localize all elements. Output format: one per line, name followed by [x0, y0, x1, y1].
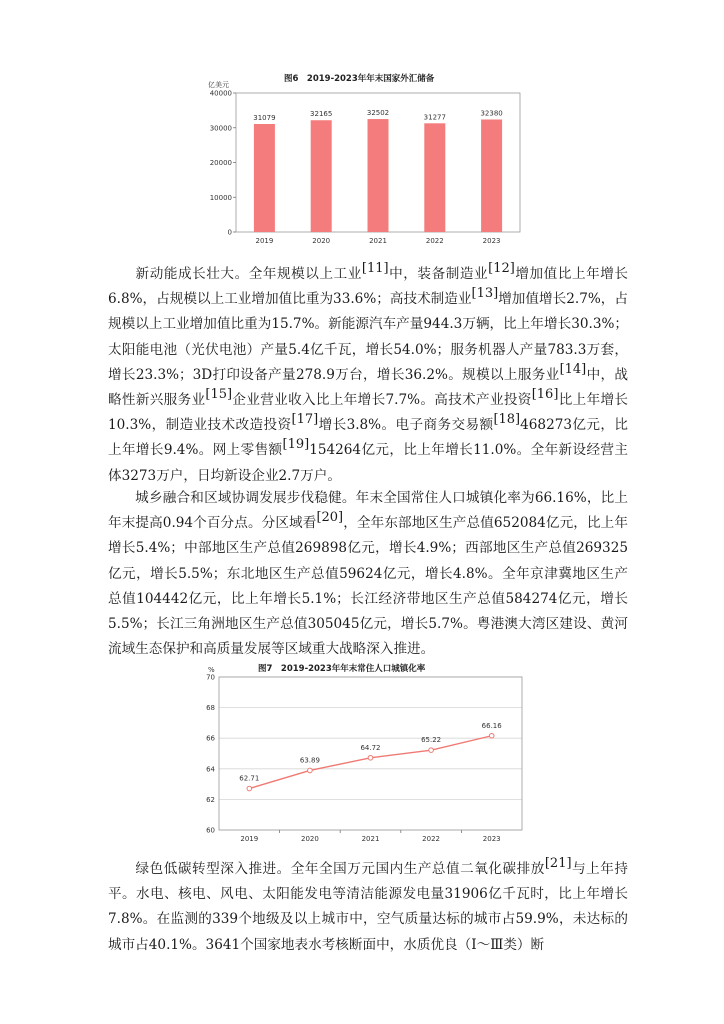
- footnote-ref-20[interactable]: [20]: [316, 510, 344, 526]
- chart7-data-label: 63.89: [299, 756, 320, 765]
- para1-text-8: 增长3.8%。电子商务交易额: [318, 417, 494, 434]
- chart7-point: [308, 768, 313, 773]
- para3-text-2: 与上年持平。水电、核电、风电、太阳能发电等清洁能源发电量31906亿千瓦时，比上年增长7.8%。在监测的339个地级及以上城市中，空气质量达标的城市占59.9%，未达标的城市占40.1%。3641个国家地表水考核断面中，水质优良（Ⅰ～Ⅲ类）断: [108, 861, 629, 953]
- chart6-data-label: 32380: [480, 109, 503, 118]
- chart6-y-tick-label: 10000: [209, 193, 232, 202]
- chart7-x-tick-label: 2020: [300, 835, 319, 843]
- chart6-data-label: 31277: [423, 113, 446, 122]
- footnote-ref-11[interactable]: [11]: [361, 261, 389, 276]
- para2-text-1: 城乡融合和区域协调发展步伐稳健。年末全国常住人口城镇化率为66.16%，比上年末提高0.94个百分点。分区域看: [108, 490, 628, 532]
- footnote-ref-16[interactable]: [16]: [531, 387, 559, 403]
- chart7-line-chart: [0, 650, 724, 850]
- para1-text-6: 企业营业收入比上年增长7.7%。高技术产业投资: [232, 392, 532, 409]
- chart6-bar: [368, 119, 389, 232]
- chart7-x-tick-label: 2023: [482, 835, 501, 843]
- chart6-data-label: 31079: [253, 114, 276, 123]
- para1-text-10: 154264亿元，比上年增长11.0%。全年新设经营主体3273万户，日均新设企业2.7万户。: [108, 442, 628, 484]
- chart7-unit-label: %: [208, 666, 215, 674]
- chart6-bar: [424, 123, 445, 232]
- chart6-x-tick-label: 2019: [255, 237, 274, 245]
- chart7-data-label: 65.22: [421, 736, 442, 745]
- chart6-x-tick-label: 2023: [482, 237, 501, 245]
- chart7-y-tick-label: 60: [206, 826, 215, 835]
- chart7-data-label: 62.71: [239, 774, 260, 783]
- chart7-y-tick-label: 68: [206, 704, 215, 713]
- chart6-bar: [254, 124, 275, 232]
- footnote-ref-19[interactable]: [19]: [282, 437, 310, 453]
- chart6-bar: [311, 120, 332, 232]
- chart6-bar: [481, 119, 502, 232]
- chart7-data-label: 64.72: [360, 743, 381, 752]
- chart7-x-tick-label: 2021: [361, 835, 380, 843]
- para1-text-9: 468273亿元，比上年增长9.4%。网上零售额: [108, 417, 628, 459]
- chart7-point: [247, 786, 252, 791]
- chart6-x-tick-label: 2021: [369, 237, 387, 245]
- footnote-ref-12[interactable]: [12]: [488, 261, 515, 276]
- para1-text-4: 增加值增长2.7%，占规模以上工业增加值比重为15.7%。新能源汽车产量944.3万辆，比上年增长30.3%；太阳能电池（光伏电池）产量5.4亿千瓦，增长54.0%；服务机器人产量783.3万套，增长23.3%；3D打印设备产量278.9万台，增长36.2%。规模以上服务业: [108, 291, 628, 383]
- footnote-ref-17[interactable]: [17]: [291, 412, 319, 428]
- chart7-title: 图7 2019-2023年年末常住人口城镇化率: [258, 664, 426, 674]
- paragraph-new-momentum: [108, 262, 628, 489]
- footnote-ref-21[interactable]: [21]: [544, 856, 572, 871]
- chart7-plot-frame: [219, 677, 522, 830]
- chart6-data-label: 32502: [366, 109, 390, 118]
- footnote-ref-18[interactable]: [18]: [493, 412, 521, 428]
- chart7-x-tick-label: 2019: [240, 835, 259, 843]
- chart6-y-tick-label: 20000: [209, 159, 232, 167]
- chart7-point: [368, 755, 373, 760]
- para3-text-1: 绿色低碳转型深入推进。全年全国万元国内生产总值二氧化碳排放: [135, 861, 545, 877]
- chart6-unit-label: 亿美元: [208, 81, 229, 89]
- chart7-data-label: 66.16: [481, 721, 502, 730]
- chart6-title: 图6 2019-2023年年末国家外汇储备: [284, 74, 435, 84]
- chart7-y-tick-label: 70: [206, 673, 215, 682]
- footnote-ref-14[interactable]: [14]: [559, 361, 587, 377]
- chart7-x-tick-label: 2022: [422, 835, 441, 843]
- footnote-ref-13[interactable]: [13]: [471, 286, 499, 302]
- paragraph-urban-rural-integration: [108, 486, 628, 662]
- para1-text-5: 中，战略性新兴服务业: [108, 366, 628, 409]
- paragraph-green-transition: [108, 857, 628, 958]
- chart7-y-tick-label: 62: [206, 795, 215, 804]
- footnote-ref-15[interactable]: [15]: [205, 387, 233, 403]
- para2-text-2: ，全年东部地区生产总值652084亿元，比上年增长5.4%；中部地区生产总值269898亿元，增长4.9%；西部地区生产总值269325亿元，增长5.5%；东北地区生产总值59624亿元，增长4.8%。全年京津冀地区生产总值104442亿元，比上年增长5.1%；长江经济带地区生产总值584274亿元，增长5.5%；长江三角洲地区生产总值305045亿元，增长5.7%。粤港澳大湾区建设、黄河流域生态保护和高质量发展等区域重大战略深入推进。: [108, 515, 628, 658]
- chart6-x-tick-label: 2020: [312, 237, 331, 245]
- para1-text-7: 比上年增长10.3%，制造业技术改造投资: [108, 392, 628, 434]
- chart7-point: [489, 733, 494, 738]
- para1-text-2: 中，装备制造业: [388, 266, 489, 282]
- para1-text-3: 增加值比上年增长6.8%，占规模以上工业增加值比重为33.6%；高技术制造业: [108, 266, 629, 308]
- chart6-y-tick-label: 40000: [209, 89, 232, 98]
- chart6-y-tick-label: 0: [227, 228, 232, 237]
- chart7-y-tick-label: 64: [206, 765, 215, 774]
- chart7-y-tick-label: 66: [206, 734, 215, 743]
- chart6-x-tick-label: 2022: [425, 237, 444, 245]
- chart6-bar-chart: [0, 0, 724, 260]
- para1-text-1: 新动能成长壮大。全年规模以上工业: [135, 266, 362, 282]
- chart6-y-tick-label: 30000: [209, 124, 232, 133]
- chart7-point: [429, 748, 434, 753]
- chart6-data-label: 32165: [310, 110, 333, 119]
